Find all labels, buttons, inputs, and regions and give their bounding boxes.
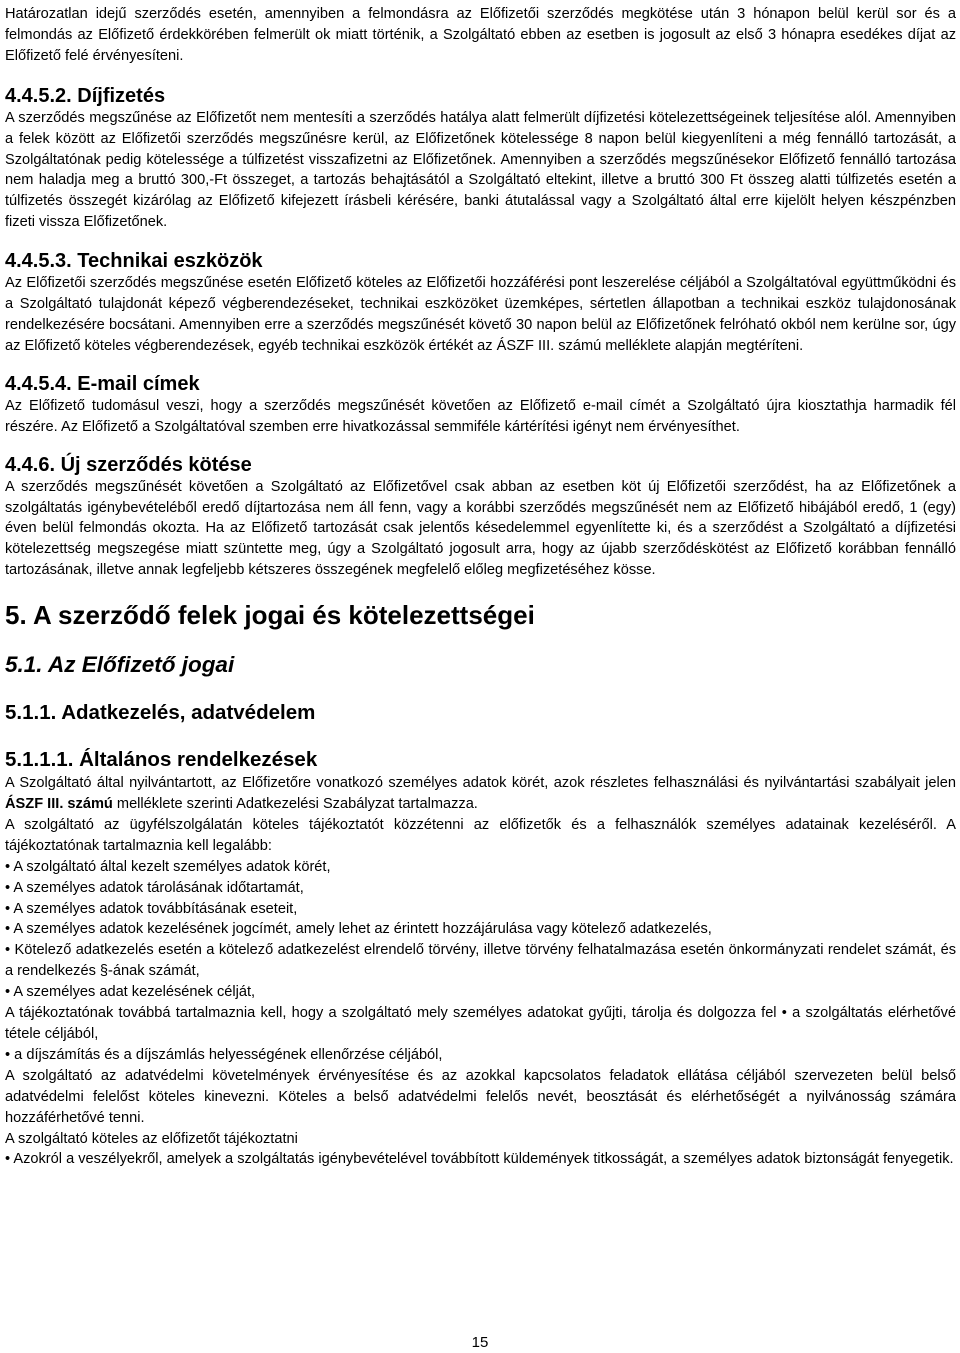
heading-51: 5.1. Az Előfizető jogai [5,652,235,678]
list-item: • A személyes adat kezelésének célját, [5,984,256,1001]
paragraph-tajekoztatni: A szolgáltató köteles az előfizetőt tájékoztatni [5,1130,298,1147]
heading-4454: 4.4.5.4. E-mail címek [5,372,200,395]
heading-446: 4.4.6. Új szerződés kötése [5,453,252,476]
paragraph-5111-intro-start: A Szolgáltató által nyilvántartott, az Előfizetőre vonatkozó személyes adatok körét, azok részletes felhasználási és nyilvántartási szabályait jelen [5,775,956,792]
paragraph-446: A szerződés megszűnését követően a Szolgáltató az Előfizetővel csak abban az esetben köt új Előfizetői szerződést, ha az Előfizetőnek a szolgáltatás igénybevételéből eredő díjtartozása nem áll fenn, vagy a korábbi szerződés megszűnését nem az Előfizető hibájából eredő, 1 (egy) éven belül felmondás okozta. Ha az Előfizető tartozását csak jelentős késedelemmel egyenlítette ki, és a szerződést a Szolgáltató a díjfizetési kötelezettség megszegése miatt szüntette meg, úgy a Szolgáltató jogosult arra, hogy az újabb szerződéskötést az Előfizető korábban fennálló tartozásának, illetve annak legfeljebb kétszeres összegének megfelelő előleg megfizetéséhez kösse. [5,478,956,579]
heading-511: 5.1.1. Adatkezelés, adatvédelem [5,701,316,725]
paragraph-4453: Az Előfizetői szerződés megszűnése esetén Előfizető köteles az Előfizetői hozzáférési pont leszerelése céljából a Szolgáltatóval együttműködni és a Szolgáltató tulajdonát képező végberendezéseket, technikai eszközöket üzemképes, sértetlen állapotban a technikai eszköz tulajdonosának rendelkezésére bocsátani. Amennyiben erre a szerződés megszűnését követő 30 napon belül az Előfizetőnek felróható okból nem kerülne sor, úgy az Előfizető köteles végberendezések, egyéb technikai eszközök értékét az ÁSZF III. számú melléklete alapján megtéríteni. [5,275,956,354]
list-item: • A személyes adatok tárolásának időtartamát, [5,879,304,896]
list-item: • A személyes adatok kezelésének jogcímét, amely lehet az érintett hozzájárulása vagy kötelező adatkezelés, [5,921,712,938]
paragraph-dijszamitas: • a díjszámítás és a díjszámlás helyességének ellenőrzése céljából, [5,1046,443,1063]
list-item: • A személyes adatok továbbításának eseteit, [5,900,298,917]
aszf-reference: ÁSZF III. számú [5,796,113,813]
document-page [5,0,956,1170]
heading-5111: 5.1.1.1. Általános rendelkezések [5,748,318,772]
intro-paragraph: Határozatlan idejű szerződés esetén, amennyiben a felmondásra az Előfizetői szerződés megkötése után 3 hónapon belül kerül sor és a felmondás az Előfizető érdekkörében felmerült ok miatt történik, a Szolgáltató ebben az esetben is jogosult az első 3 hónapra esedékes díjat az Előfizető felé érvényesíteni. [5,6,956,64]
paragraph-tajekoztato-tovabba: A tájékoztatónak továbbá tartalmaznia kell, hogy a szolgáltató mely személyes adatokat gyűjti, tárolja és dolgozza fel • a szolgáltatás elérhetővé tétele céljából, [5,1005,956,1042]
list-item: • A szolgáltató által kezelt személyes adatok körét, [5,858,331,875]
list-item: • Kötelező adatkezelés esetén a kötelező adatkezelést elrendelő törvény, illetve törvény felhatalmazása esetén önkormányzati rendelet számát, és a rendelkezés §-ának számát, [5,942,956,980]
paragraph-5111-intro-end: melléklete szerinti Adatkezelési Szabályzat tartalmazza. [112,796,478,813]
paragraph-adatvedelmi-felelos: A szolgáltató az adatvédelmi követelmények érvényesítése és az azokkal kapcsolatos feladatok ellátása céljából szervezeten belül belső adatvédelmi felelőst köteles kinevezni. Köteles a belső adatvédelmi felelős nevét, beosztását és elérhetőségét a nyilvánosság számára hozzáférhetővé tenni. [5,1067,956,1126]
paragraph-4452: A szerződés megszűnése az Előfizetőt nem mentesíti a szerződés hatálya alatt felmerült díjfizetési kötelezettségeinek teljesítése alól. Amennyiben a felek között az Előfizetői szerződés megszűnésre kerül, az Előfizetőnek kötelessége 8 napon belül kiegyenlíteni a még fennálló tartozását, a Szolgáltatónak pedig kötelessége a túlfizetést visszafizetni az Előfizetőnek. Amennyiben a szerződés megszűnésekor Előfizető fennálló tartozása nem haladja meg a bruttó 300,-Ft összeget, a tartozás behajtásától a Szolgáltató eltekint, illetve a bruttó 300 Ft összeg alatti túlfizetés esetén a túlfizetés összegét kizárólag az Előfizető kifejezett írásbeli kérésére, banki átutalással vagy a Szolgáltató által erre kijelölt helyen készpénzben fizeti vissza Előfizetőnek. [5,109,956,231]
heading-4453: 4.4.5.3. Technikai eszközök [5,250,263,273]
page-number: 15 [471,1334,489,1351]
heading-4452: 4.4.5.2. Díjfizetés [5,84,166,107]
paragraph-tajekoztato: A szolgáltató az ügyfélszolgálatán köteles tájékoztatót közzétenni az előfizetők és a felhasználók személyes adatainak kezeléséről. A tájékoztatónak tartalmaznia kell legalább: [5,816,956,854]
paragraph-5111-intro [5,773,956,815]
paragraph-veszelyek: • Azokról a veszélyekről, amelyek a szolgáltatás igénybevételével továbbított küldemények titkosságát, a személyes adatok biztonságát fenyegetik. [5,1151,954,1168]
paragraph-4454: Az Előfizető tudomásul veszi, hogy a szerződés megszűnését követően az Előfizető e-mail címét a Szolgáltató újra kiosztathja harmadik fél részére. Az Előfizető a Szolgáltatóval szemben erre hivatkozással semmiféle kártérítési igényt nem érvényesíthet. [5,397,956,435]
heading-5: 5. A szerződő felek jogai és kötelezettségei [5,600,535,631]
